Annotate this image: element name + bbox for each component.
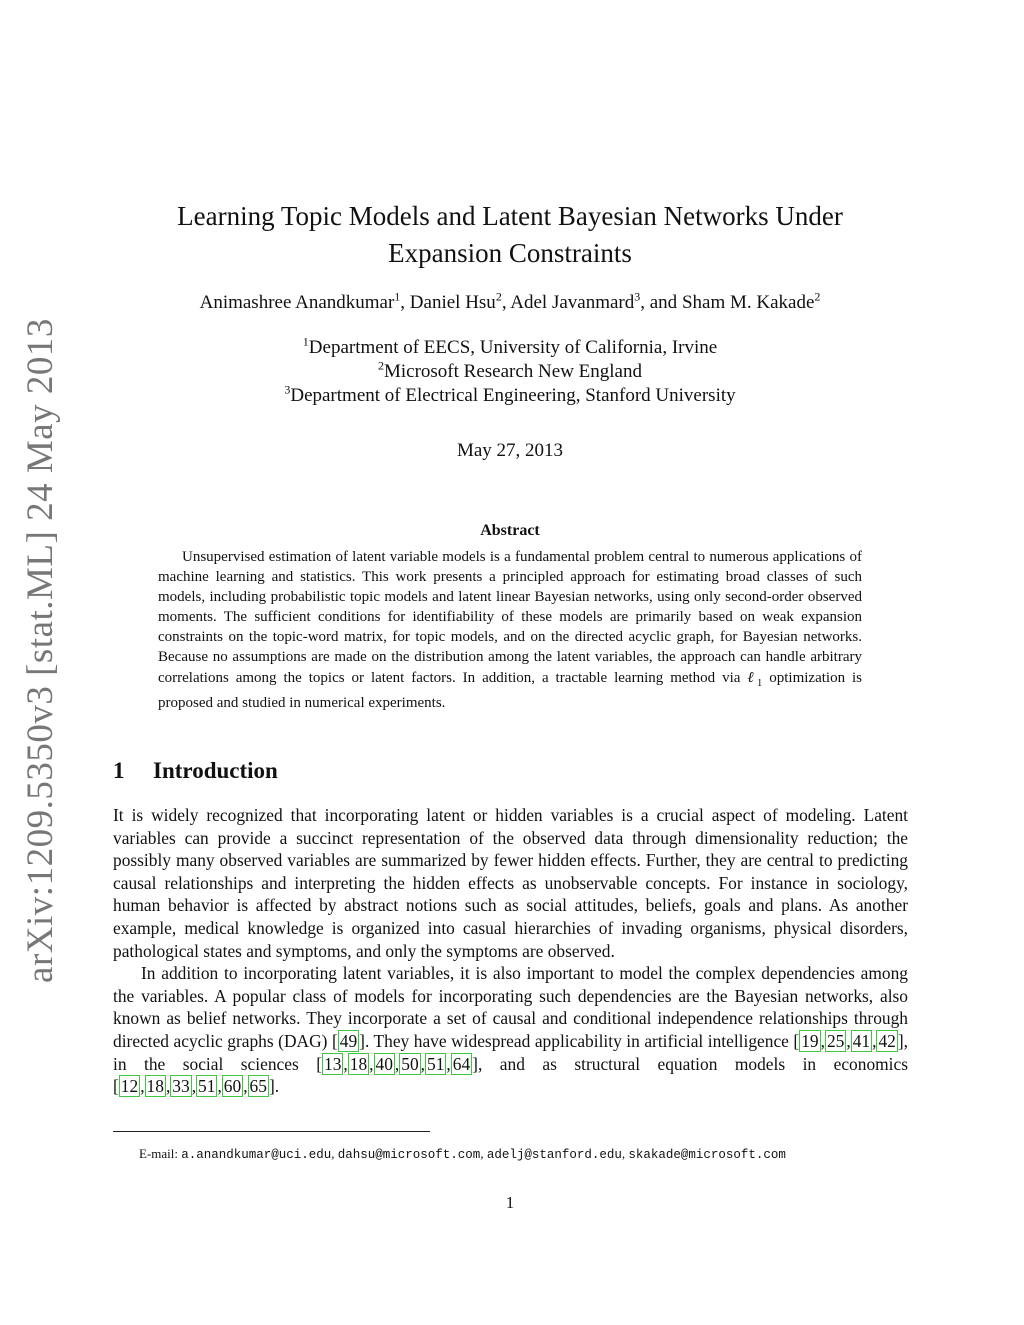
- affiliation: $^1$Department of EECS, University of California, Irvine: [302, 334, 718, 358]
- abstract-heading: Abstract: [480, 522, 540, 539]
- author: Daniel Hsu$^2$,: [409, 289, 511, 313]
- citation-group[interactable]: [ 13 , 18 , 40 , 50 , 51 , 64 ]: [316, 1053, 478, 1074]
- citation-link[interactable]: 50: [401, 1053, 419, 1074]
- affiliation: $^3$Department of Electrical Engineering, Stanford University: [284, 382, 736, 406]
- citation-link[interactable]: 64: [452, 1053, 471, 1074]
- citation-link[interactable]: 18: [349, 1053, 368, 1074]
- citation-link[interactable]: 65: [249, 1076, 267, 1097]
- author: Animashree Anandkumar$^1$,: [199, 289, 410, 313]
- title-line-2: Expansion Constraints: [388, 238, 632, 268]
- citation-link[interactable]: 40: [375, 1053, 393, 1074]
- affiliation-list: [110, 336, 910, 408]
- author: Adel Javanmard$^3$, and: [510, 289, 682, 313]
- footnote-emails: E-mail: a.anandkumar@uci.edu, dahsu@microsoft.com, adelj@stanford.edu, skakade@microsoft.com: [139, 1146, 786, 1162]
- citation-link[interactable]: 51: [198, 1076, 216, 1097]
- citation-link[interactable]: 51: [427, 1053, 445, 1074]
- citation-link[interactable]: 19: [801, 1030, 819, 1051]
- title-line-1: Learning Topic Models and Latent Bayesian Networks Under: [177, 201, 843, 231]
- citation-link[interactable]: 33: [172, 1076, 190, 1097]
- abstract-body: Unsupervised estimation of latent variable models is a fundamental problem central to numerous applications of machine learning and statistics. This work presents a principled approach for estimating broad classes of such models, including probabilistic topic models and latent linear Bayesian networks, using only second-order observed moments. The sufficient conditions for identifiability of these models are primarily based on weak expansion constraints on the topic-word matrix, for topic models, and on the directed acyclic graph, for Bayesian networks. Because no assumptions are made on the distribution among the latent variables, the approach can handle arbitrary correlations among the topics or latent factors. In addition, a tractable learning method via ℓ$_1$ optimization is proposed and studied in numerical experiments.: [158, 549, 863, 711]
- paper-date: May 27, 2013: [456, 440, 564, 461]
- paragraph: In addition to incorporating latent variables, it is also important to model the complex dependencies among the variables. A popular class of models for incorporating such dependencies are the Bayesian networks, also known as belief networks. They incorporate a set of causal and conditional independence relationships through directed acyclic graphs (DAG) [ 49 ]. They have widespread applicability in artificial intelligence [ 19 , 25 , 41 , 42 ], in the social sciences [ 13 , 18 , 40 , 50 , 51 , 64 ], and as structural equation models in economics [ 12 , 18 , 33 , 51 , 60 , 65 ].: [113, 963, 909, 1097]
- citation-link[interactable]: 41: [852, 1030, 871, 1051]
- citation-link[interactable]: 25: [826, 1030, 845, 1051]
- paper-title: [110, 198, 910, 272]
- citation-link[interactable]: 42: [878, 1030, 896, 1051]
- arxiv-sidebar-stamp: [15, 317, 65, 983]
- email-link[interactable]: adelj@stanford.edu: [486, 1148, 622, 1162]
- section-title: Introduction: [153, 758, 278, 783]
- author-list: [110, 289, 910, 314]
- citation-link[interactable]: 49: [339, 1030, 358, 1051]
- citation-group[interactable]: [ 19 , 25 , 41 , 42 ]: [793, 1030, 904, 1051]
- page-number: 1: [505, 1193, 515, 1212]
- citation-group[interactable]: [ 12 , 18 , 33 , 51 , 60 , 65 ]: [113, 1076, 275, 1097]
- email-link[interactable]: a.anandkumar@uci.edu: [181, 1148, 332, 1162]
- citation-link[interactable]: 13: [324, 1053, 342, 1074]
- email-link[interactable]: skakade@microsoft.com: [628, 1148, 786, 1162]
- email-link[interactable]: dahsu@microsoft.com: [337, 1148, 481, 1162]
- section-number: 1: [113, 758, 125, 783]
- ell-symbol: ℓ: [747, 669, 757, 686]
- citation-link[interactable]: 60: [223, 1076, 242, 1097]
- footnote-divider: [113, 1131, 430, 1132]
- citation-group[interactable]: [ 49 ]: [331, 1030, 365, 1051]
- author: Sham M. Kakade$^2$: [681, 289, 821, 313]
- introduction-body: [113, 804, 908, 1098]
- affiliation: $^2$Microsoft Research New England: [377, 358, 642, 382]
- arxiv-stamp-text: arXiv:1209.5350v3 [stat.ML] 24 May 2013: [19, 317, 61, 983]
- citation-link[interactable]: 18: [146, 1076, 164, 1097]
- citation-link[interactable]: 12: [120, 1076, 139, 1097]
- paragraph: It is widely recognized that incorporating latent or hidden variables is a crucial aspect of modeling. Latent variables can provide a succinct representation of the observed data through dimensionality reduction; the possibly many observed variables are summarized by fewer hidden effects. Further, they are central to predicting causal relationships and interpreting the hidden effects as unobservable concepts. For instance in sociology, human behavior is affected by abstract notions such as social attitudes, beliefs, goals and plans. As another example, medical knowledge is organized into casual hierarchies of invading organisms, physical disorders, pathological states and symptoms, and only the symptoms are observed.: [113, 805, 908, 961]
- section-heading-introduction: [113, 758, 278, 784]
